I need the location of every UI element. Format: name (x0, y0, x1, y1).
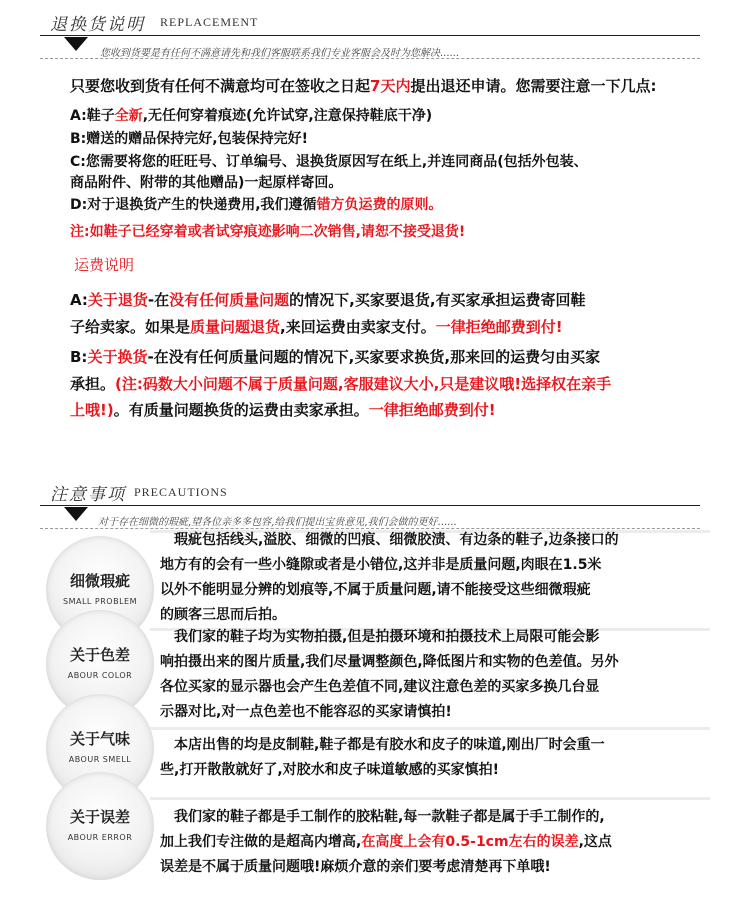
color-line: 示器对比,对一点色差也不能容忍的买家请慎拍! (160, 704, 452, 720)
intro-text-a: 只要您收到货有任何不满意均可在签收之日起 (70, 77, 371, 95)
precautions-triangle-icon (64, 507, 88, 521)
shipping-b-highlight4: 一律拒绝邮费到付! (368, 401, 496, 419)
replacement-rule-a (70, 104, 432, 129)
shipping-b-highlight2: (注:码数大小问题不属于质量问题,客服建议大小,只是建议哦!选择权在亲手 (115, 375, 612, 393)
shipping-a-l2a: 子给卖家。如果是 (70, 318, 191, 336)
replacement-intro (70, 74, 656, 99)
error-line: 误差是不属于质量问题哦!麻烦介意的亲们要考虑清楚再下单哦! (160, 859, 551, 875)
replacement-rule-b: B:赠送的赠品保持完好,包装保持完好! (70, 131, 308, 147)
error-line2-highlight: 在高度上会有0.5-1cm左右的误差 (361, 834, 579, 850)
replacement-dashed-rule (40, 58, 700, 59)
rule-a-pre: A:鞋子 (70, 108, 115, 124)
smell-badge-cn: 关于气味 (69, 730, 130, 748)
smell-line: 些,打开散散就好了,对胶水和皮子味道敏感的买家慎拍! (160, 762, 500, 778)
precautions-title-cn: 注意事项 (50, 485, 126, 505)
small-problem-text (160, 528, 715, 628)
intro-highlight: 7天内 (370, 77, 411, 95)
shipping-rule-a-line2 (70, 313, 563, 341)
replacement-title-rule (40, 35, 700, 36)
rule-d-pre: D:对于退换货产生的快递费用,我们遵循 (70, 197, 317, 213)
rule-a-highlight: 全新 (114, 108, 143, 124)
error-line: 我们家的鞋子都是手工制作的胶粘鞋,每一款鞋子都是属于手工制作的, (160, 809, 605, 825)
intro-text-b: 提出退还申请。您需要注意一下几点: (410, 77, 657, 95)
shipping-a-mid1: -在 (147, 291, 170, 309)
shipping-a-highlight2: 没有任何质量问题 (169, 291, 290, 309)
replacement-triangle-icon (64, 37, 88, 51)
shipping-rule-b-line2 (70, 370, 611, 398)
precautions-subtitle: 对于存在细微的瑕疵,望各位亲多多包容,给我们提出宝贵意见,我们会做的更好...... (98, 517, 457, 528)
shipping-a-highlight3: 质量问题退货 (190, 318, 281, 336)
rule-d-highlight: 错方负运费的原则。 (316, 197, 443, 213)
rule-a-post: ,无任何穿着痕迹(允许试穿,注意保持鞋底干净) (142, 108, 433, 124)
replacement-rule-c-line2: 商品附件、附带的其他赠品)一起原样寄回。 (70, 175, 343, 191)
precautions-title-en: PRECAUTIONS (134, 485, 228, 499)
replacement-rule-c-line1: C:您需要将您的旺旺号、订单编号、退换货原因写在纸上,并连同商品(包括外包装、 (70, 154, 588, 170)
shipping-a-l2b: ,来回运费由卖家支付。 (280, 318, 436, 336)
shipping-rule-b-line3 (70, 396, 496, 424)
error-line (160, 830, 715, 855)
replacement-title-cn: 退换货说明 (50, 15, 145, 35)
smell-text (160, 733, 715, 783)
shipping-b-l2a: 承担。 (70, 375, 116, 393)
shipping-b-lead: B: (70, 348, 88, 366)
smell-stripe (150, 727, 710, 730)
color-line: 我们家的鞋子均为实物拍摄,但是拍摄环境和拍摄技术上局限可能会影 (160, 629, 600, 645)
replacement-note: 注:如鞋子已经穿着或者试穿痕迹影响二次销售,请恕不接受退货! (70, 224, 466, 240)
error-badge (46, 772, 154, 880)
small-problem-line: 以外不能明显分辨的划痕等,不属于质量问题,请不能接受这些细微瑕疵 (160, 582, 591, 598)
shipping-a-highlight4: 一律拒绝邮费到付! (435, 318, 563, 336)
error-text (160, 805, 715, 880)
error-line2-pre: 加上我们专注做的是超高内增高, (160, 834, 362, 850)
smell-line: 本店出售的均是皮制鞋,鞋子都是有胶水和皮子的味道,刚出厂时会重一 (160, 737, 605, 753)
replacement-subtitle: 您收到货要是有任何不满意请先和我们客服联系我们专业客服会及时为您解决...... (100, 48, 460, 59)
shipping-rule-a-line1 (70, 286, 586, 314)
small-problem-badge-cn: 细微瑕疵 (69, 572, 130, 590)
smell-badge-en: ABOUR SMELL (68, 755, 132, 764)
shipping-title: 运费说明 (74, 256, 135, 274)
replacement-title-en: REPLACEMENT (160, 15, 259, 29)
color-badge-cn: 关于色差 (69, 646, 130, 664)
shipping-a-highlight1: 关于退货 (87, 291, 148, 309)
shipping-b-mid1: -在没有任何质量问题的情况下,买家要求换货,那来回的运费匀由买家 (147, 348, 601, 366)
shipping-b-highlight1: 关于换货 (87, 348, 148, 366)
shipping-b-highlight3: 上哦!) (70, 401, 114, 419)
color-line: 响拍摄出来的图片质量,我们尽量调整颜色,降低图片和实物的色差值。另外 (160, 654, 619, 670)
shipping-b-l3: 。有质量问题换货的运费由卖家承担。 (113, 401, 369, 419)
color-text (160, 625, 715, 725)
small-problem-line: 瑕疵包括线头,溢胶、细微的凹痕、细微胶渍、有边条的鞋子,边条接口的 (160, 532, 619, 548)
color-line: 各位买家的显示器也会产生色差值不同,建议注意色差的买家多换几台显 (160, 679, 600, 695)
shipping-rule-b-line1 (70, 343, 600, 371)
color-badge-en: ABOUR COLOR (67, 671, 133, 680)
error-badge-cn: 关于误差 (69, 808, 130, 826)
error-stripe (150, 797, 710, 800)
small-problem-line: 地方有的会有一些小缝隙或者是小错位,这并非是质量问题,肉眼在1.5米 (160, 557, 602, 573)
small-problem-line: 的顾客三思而后拍。 (160, 607, 286, 623)
replacement-rule-d (70, 193, 443, 218)
error-badge-en: ABOUR ERROR (67, 833, 133, 842)
small-problem-badge-en: SMALL PROBLEM (63, 597, 137, 606)
precautions-title-rule (40, 505, 700, 506)
shipping-a-lead: A: (70, 291, 88, 309)
shipping-a-mid2: 的情况下,买家要退货,有买家承担运费寄回鞋 (289, 291, 586, 309)
error-line2-post: ,这点 (578, 834, 612, 850)
